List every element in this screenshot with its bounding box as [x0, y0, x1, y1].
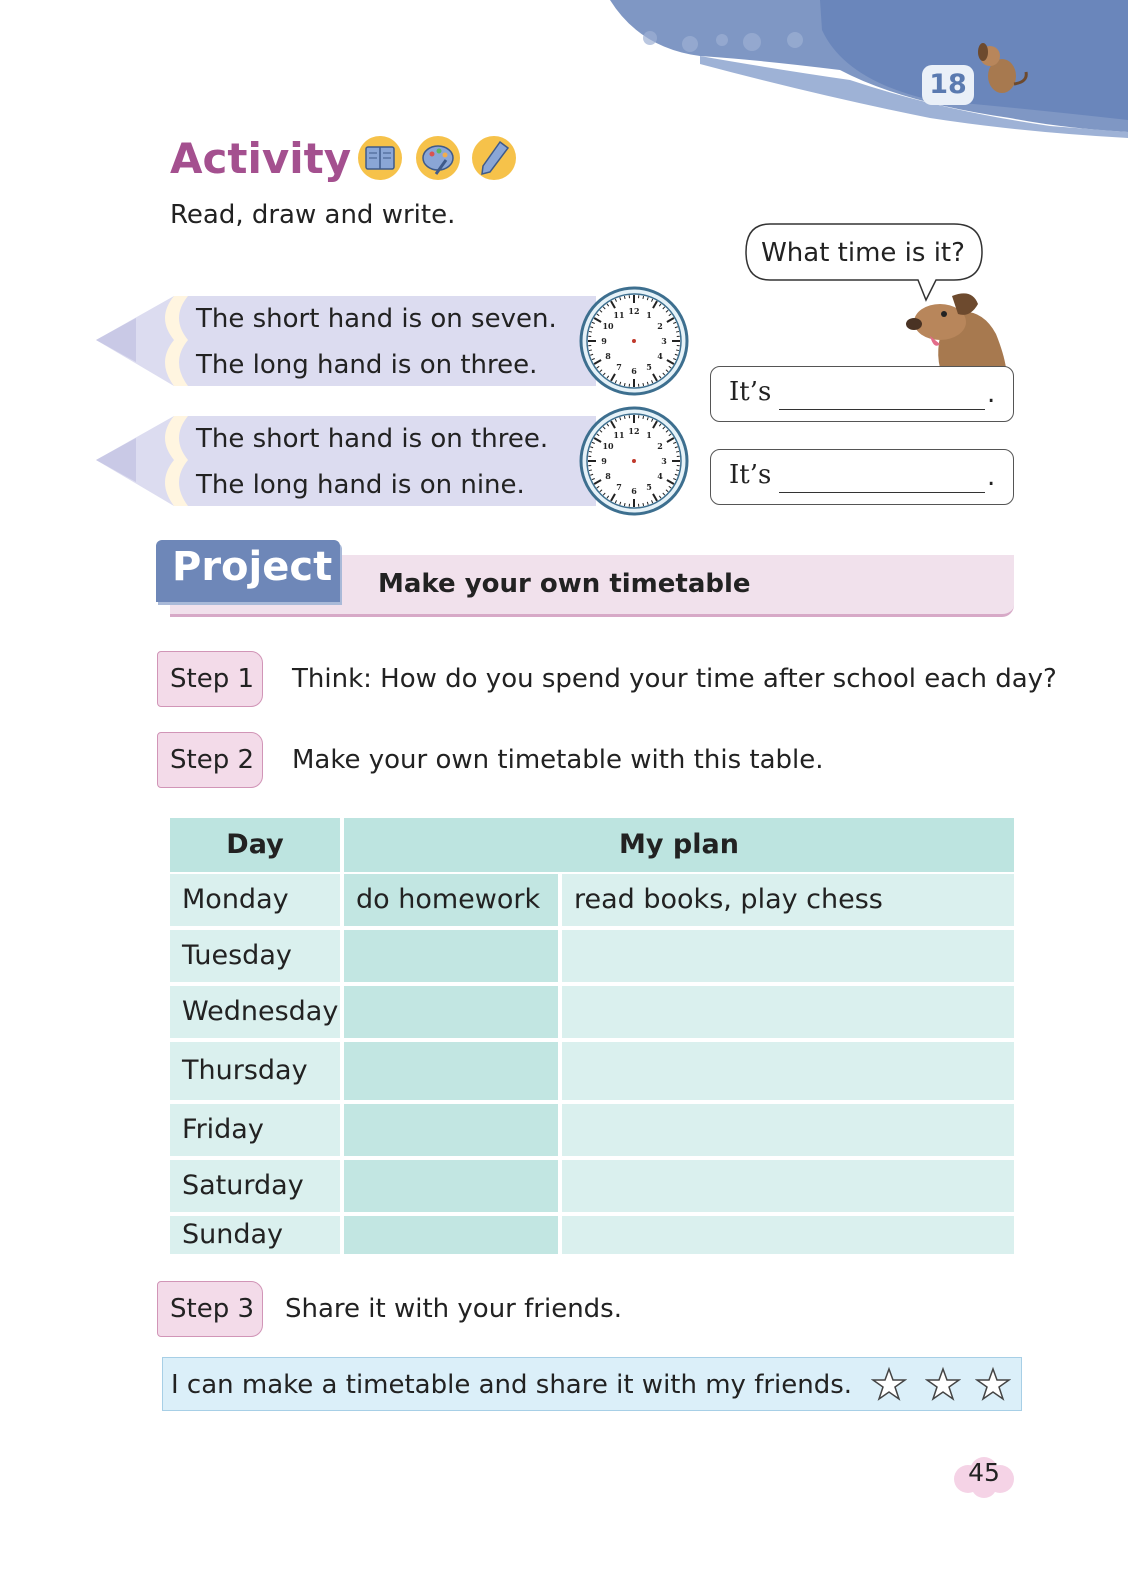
clock-face-2[interactable]: [578, 405, 690, 517]
table-cell-plan-1[interactable]: [344, 986, 558, 1038]
self-check-bar: [162, 1357, 1022, 1411]
table-cell-day: Monday: [170, 874, 340, 926]
project-tab: [156, 540, 340, 602]
answer-blank[interactable]: [779, 409, 985, 410]
clock-number: 12: [628, 426, 640, 436]
table-cell-plan-1[interactable]: [344, 1104, 558, 1156]
table-cell-plan-2[interactable]: [562, 1042, 1014, 1100]
clock-number: 4: [657, 351, 663, 361]
clock-number: 5: [646, 481, 652, 492]
activity-instruction: Read, draw and write.: [170, 200, 456, 230]
table-cell-plan-1[interactable]: [344, 1160, 558, 1212]
book-icon: [356, 134, 404, 182]
step-3-tag: Step 3: [157, 1281, 263, 1337]
table-cell-plan-2[interactable]: [562, 1104, 1014, 1156]
table-cell-plan-1[interactable]: [344, 930, 558, 982]
step-2-text: Make your own timetable with this table.: [292, 745, 824, 775]
clock-number: 8: [605, 351, 611, 361]
clock-number: 7: [616, 481, 622, 492]
item-2-line-2: The long hand is on nine.: [196, 470, 525, 500]
pencil-icon: [470, 134, 518, 182]
table-cell-plan-2[interactable]: [562, 1160, 1014, 1212]
table-cell-day: Tuesday: [170, 930, 340, 982]
speech-bubble-text: What time is it?: [761, 238, 965, 268]
clock-number: 7: [616, 361, 622, 372]
clock-number: 8: [605, 471, 611, 481]
table-cell-plan-1[interactable]: [344, 1042, 558, 1100]
clock-face-1[interactable]: [578, 285, 690, 397]
step-3-text: Share it with your friends.: [285, 1294, 622, 1324]
clock-number: 9: [601, 456, 607, 466]
table-cell-day: Friday: [170, 1104, 340, 1156]
project-label: Project: [172, 544, 333, 590]
star-icon[interactable]: [975, 1366, 1011, 1402]
answer-box-1[interactable]: [710, 366, 1014, 422]
clock-number: 6: [631, 486, 637, 496]
table-cell-plan-2[interactable]: [562, 930, 1014, 982]
clock-number: 5: [646, 361, 652, 372]
clock-number: 6: [631, 366, 637, 376]
clock-number: 9: [601, 336, 607, 346]
item-2-line-1: The short hand is on three.: [196, 424, 549, 454]
table-cell-day: Saturday: [170, 1160, 340, 1212]
answer-box-2[interactable]: [710, 449, 1014, 505]
dog-character-icon: [900, 284, 1010, 368]
clock-number: 1: [646, 430, 652, 441]
table-cell-plan-1[interactable]: do homework: [344, 874, 558, 926]
clock-number: 3: [661, 456, 667, 466]
answer-end: .: [987, 379, 996, 409]
activity-item-1: [96, 296, 616, 386]
clock-number: 1: [646, 310, 652, 321]
table-header-plan: My plan: [344, 818, 1014, 872]
clock-number: 11: [613, 430, 625, 441]
clock-number: 2: [657, 441, 663, 451]
table-cell-plan-2[interactable]: [562, 986, 1014, 1038]
item-1-line-2: The long hand is on three.: [196, 350, 538, 380]
table-cell-day: Wednesday: [170, 986, 340, 1038]
clock-number: 3: [661, 336, 667, 346]
clock-number: 4: [657, 471, 663, 481]
step-2-tag: Step 2: [157, 732, 263, 788]
table-cell-plan-1[interactable]: [344, 1216, 558, 1254]
star-icon[interactable]: [925, 1366, 961, 1402]
answer-prefix: It’s: [729, 460, 772, 490]
clock-number: 2: [657, 321, 663, 331]
answer-end: .: [987, 462, 996, 492]
answer-blank[interactable]: [779, 492, 985, 493]
table-cell-day: Thursday: [170, 1042, 340, 1100]
star-icon[interactable]: [871, 1366, 907, 1402]
item-1-line-1: The short hand is on seven.: [196, 304, 557, 334]
table-cell-plan-2[interactable]: [562, 1216, 1014, 1254]
clock-number: 11: [613, 310, 625, 321]
step-1-tag: Step 1: [157, 651, 263, 707]
table-cell-plan-2[interactable]: read books, play chess: [562, 874, 1014, 926]
table-cell-day: Sunday: [170, 1216, 340, 1254]
clock-number: 12: [628, 306, 640, 316]
page-number: 45: [968, 1458, 1000, 1487]
palette-icon: [414, 134, 462, 182]
table-header-day: Day: [170, 818, 340, 872]
project-subtitle: Make your own timetable: [378, 569, 751, 599]
activity-title: Activity: [170, 134, 352, 183]
clock-number: 10: [602, 321, 614, 331]
self-check-text: I can make a timetable and share it with my friends.: [171, 1370, 853, 1400]
activity-item-2: [96, 416, 616, 506]
step-1-text: Think: How do you spend your time after school each day?: [292, 664, 1057, 694]
lesson-number-badge: 18: [922, 65, 974, 105]
answer-prefix: It’s: [729, 377, 772, 407]
clock-number: 10: [602, 441, 614, 451]
